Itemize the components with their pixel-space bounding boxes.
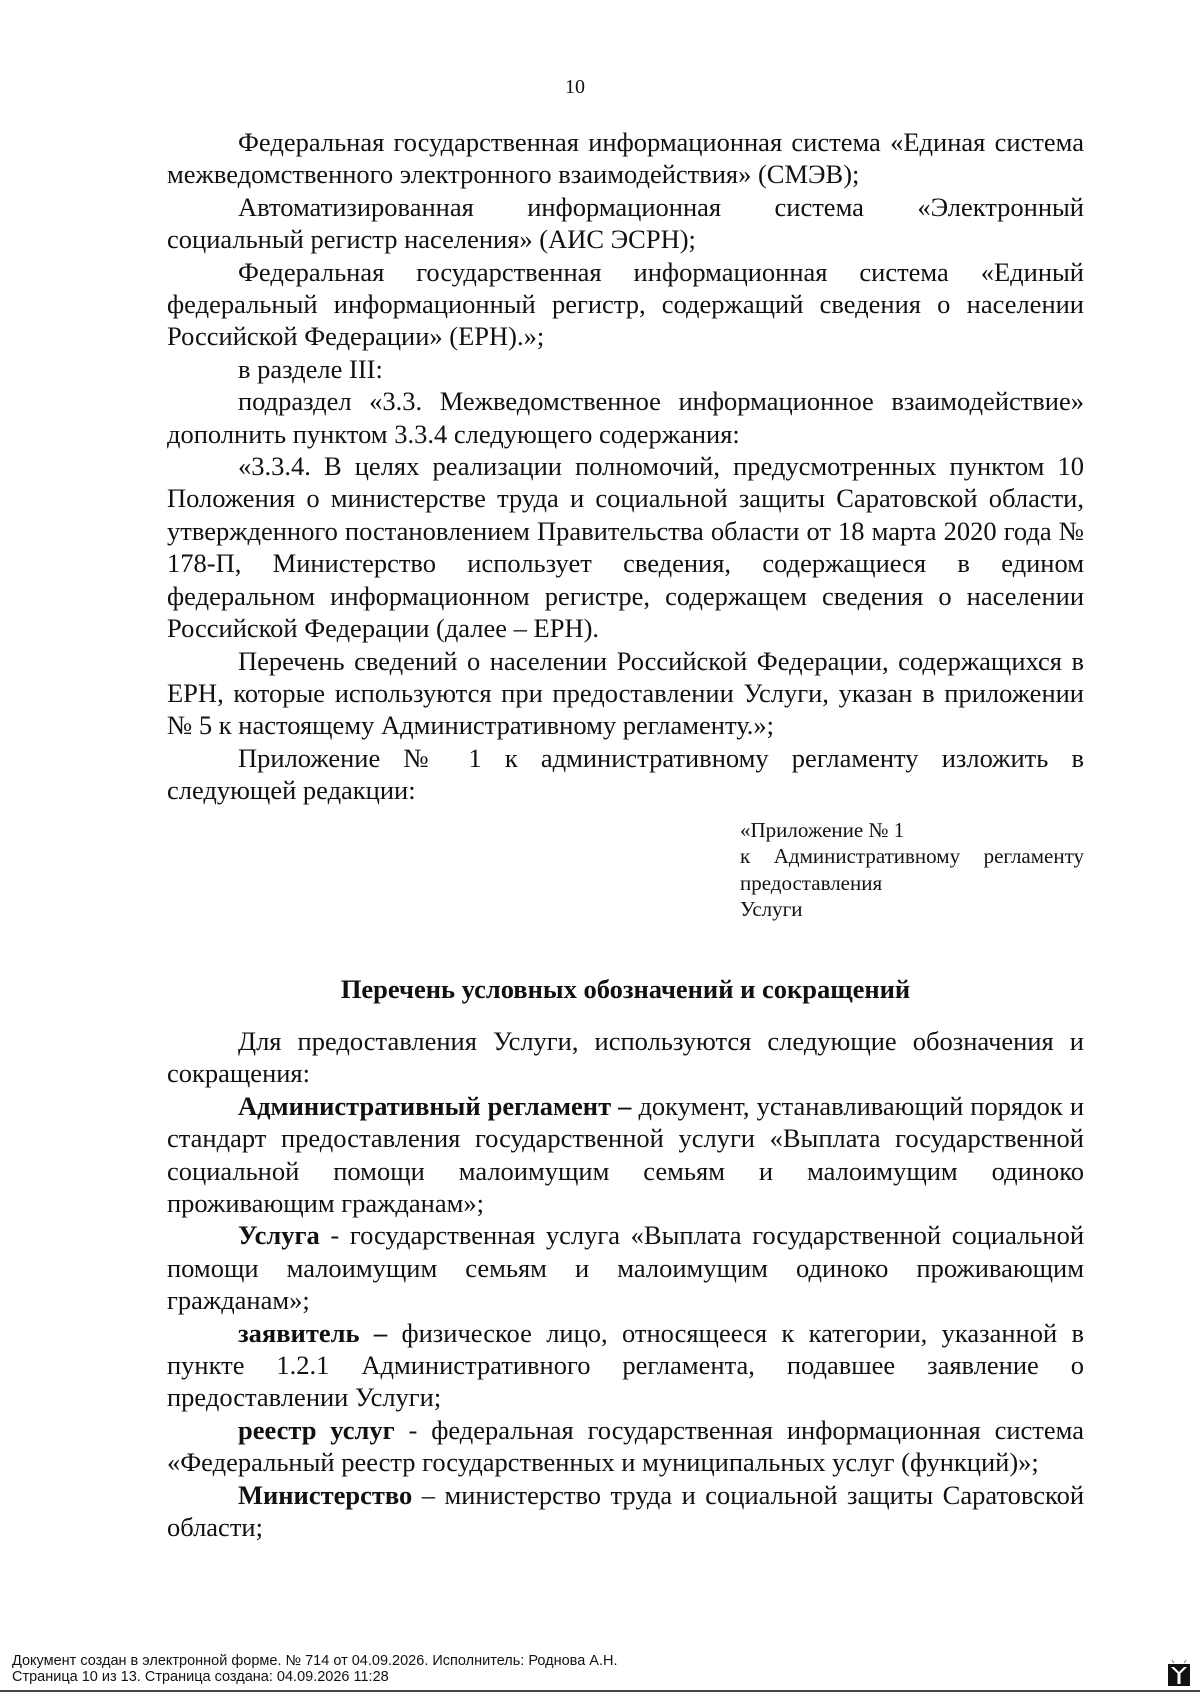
definition-item [167,1479,1084,1544]
appendix-line: «Приложение № 1 [740,817,905,842]
definition-text: федеральная государственная информационная система «Федеральный реестр государственных и муниципальных услуг (функций)»; [167,1414,1084,1478]
footer-line: Страница 10 из 13. Страница создана: 04.09.2026 11:28 [12,1668,389,1685]
appendix-line: Услуги [740,897,803,922]
definition-term: Министерство [238,1479,413,1510]
definition-text: государственная услуга «Выплата государственной социальной помощи малоимущим семьям и малоимущим одиноко проживающим гражданам»; [167,1220,1084,1316]
definition-dash: – [412,1479,445,1510]
definition-dash: - [319,1220,350,1251]
document-body [167,126,1084,1543]
paragraph: Федеральная государственная информационная система «Единый федеральный информационный регистр, содержащий сведения о населении Российской Федерации» (ЕРН).»; [167,256,1084,352]
paragraph: Приложение № 1 к административному регламенту изложить в следующей редакции: [167,742,1084,806]
paragraph: Федеральная государственная информационная система «Единая система межведомственного электронного взаимодействия» (СМЭВ); [167,127,1084,190]
definition-text: документ, устанавливающий порядок и стандарт предоставления государственной услуги «Выплата государственной социальной помощи малоимущим семьям и малоимущим одиноко проживающим гражданам»; [167,1090,1085,1218]
definition-dash: – [359,1317,402,1348]
footer-divider [0,1690,1200,1692]
definition-term: реестр услуг [238,1414,395,1445]
document-system-logo-icon [1168,1660,1190,1686]
appendix-line: к Административному регламенту предоставления [740,844,1084,895]
paragraph: Перечень сведений о населении Российской Федерации, содержащихся в ЕРН, которые используются при предоставлении Услуги, указан в приложении № 5 к настоящему Административному регламенту.»; [167,645,1084,741]
definition-item [167,1414,1084,1479]
definition-term: Административный регламент [238,1090,612,1121]
section-heading: Перечень условных обозначений и сокращений [340,973,911,1004]
document-footer [12,1654,618,1685]
paragraph: Автоматизированная информационная система «Электронный социальный регистр населения» (АИС ЭСРН); [167,191,1084,255]
paragraph: подраздел «3.3. Межведомственное информационное взаимодействие» дополнить пунктом 3.3.4 следующего содержания: [167,386,1084,449]
definition-dash: - [394,1414,432,1445]
definition-text: физическое лицо, относящееся к категории, указанной в пункте 1.2.1 Административного регламента, подавшее заявление о предоставлении Услуги; [167,1317,1084,1413]
definition-text: министерство труда и социальной защиты Саратовской области; [167,1479,1085,1543]
definition-term: заявитель [238,1317,360,1348]
definition-item [167,1219,1084,1316]
intro-paragraph: Для предоставления Услуги, используются следующие обозначения и сокращения: [167,1025,1084,1089]
footer-line: Документ создан в электронной форме. № 714 от 04.09.2026. Исполнитель: Роднова А.Н. [12,1653,618,1669]
appendix-header [740,817,1084,923]
definition-dash: – [611,1090,639,1121]
definition-item [167,1317,1084,1414]
paragraph: в разделе III: [238,353,383,384]
paragraph: «3.3.4. В целях реализации полномочий, предусмотренных пунктом 10 Положения о министерстве труда и социальной защиты Саратовской области, утвержденного постановлением Правительства области от 18 марта 2020 года № 178-П, Министерство использует сведения, содержащиеся в едином федеральном информационном регистре, содержащем сведения о населении Российской Федерации (далее – ЕРН). [167,451,1084,644]
definition-term: Услуга [238,1220,320,1251]
definition-item [167,1090,1084,1220]
page-number: 10 [565,76,585,98]
